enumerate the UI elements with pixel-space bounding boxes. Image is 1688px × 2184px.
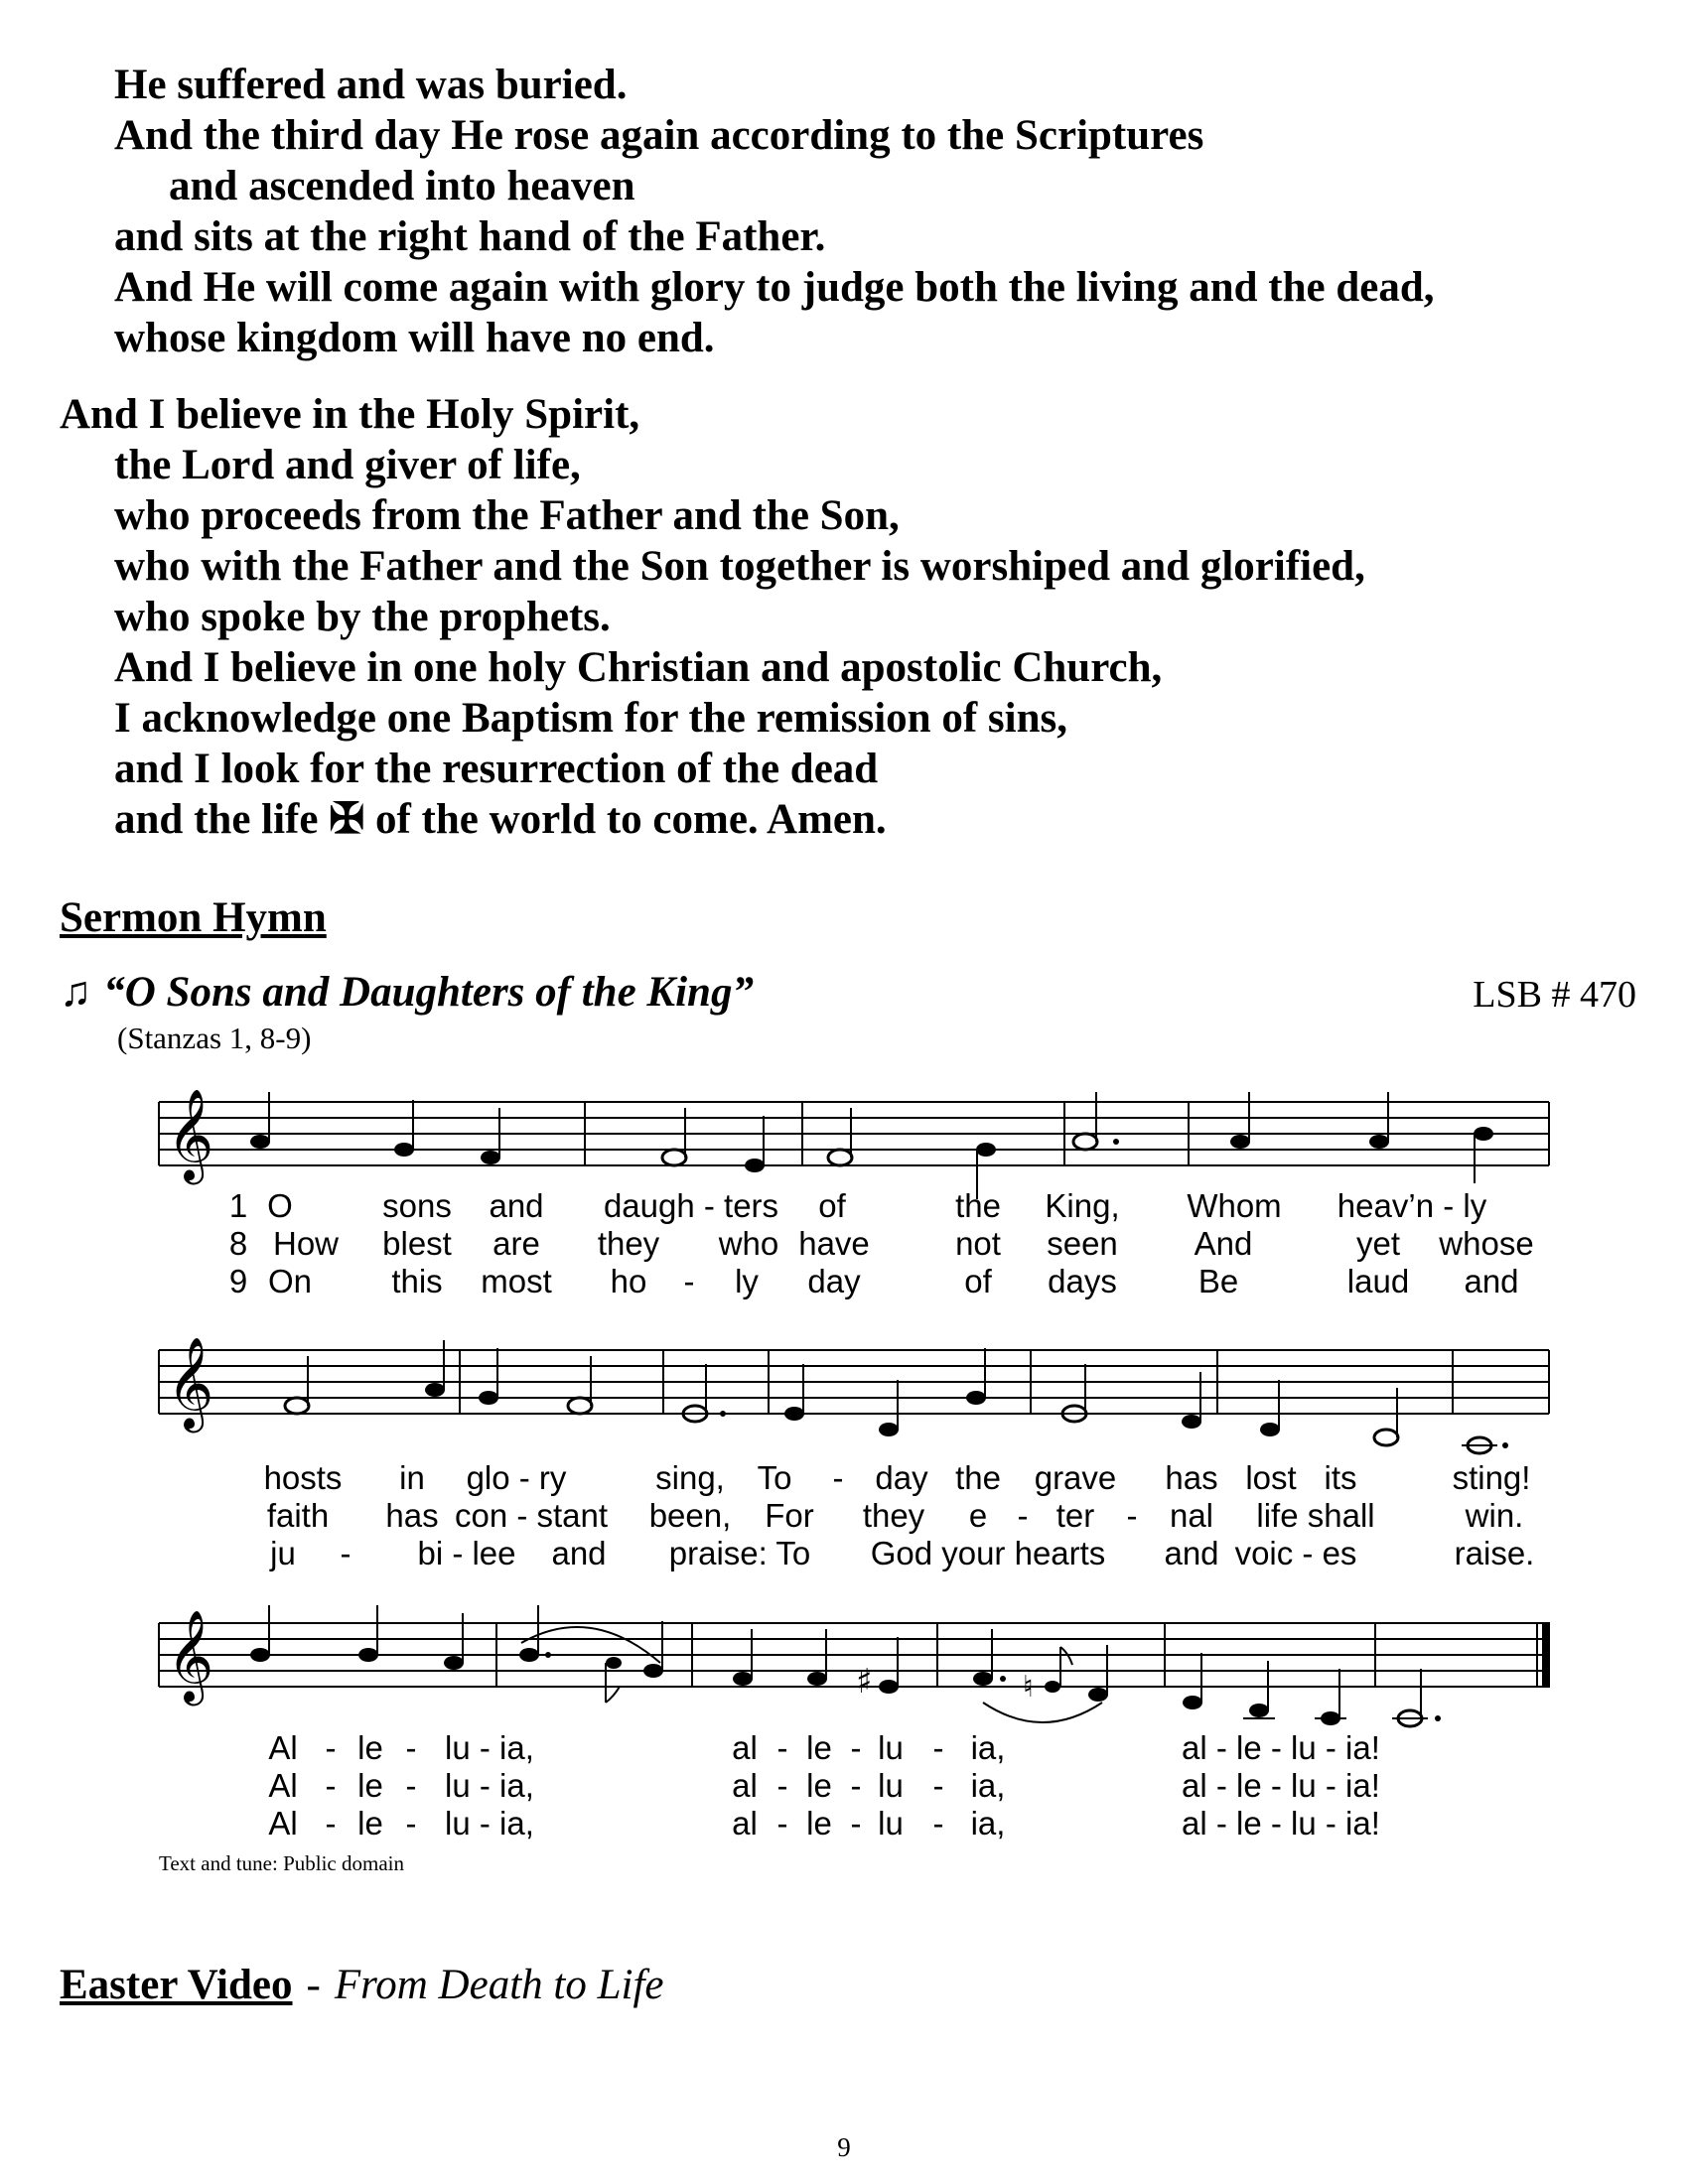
lyric-syllable: has	[1165, 1459, 1218, 1496]
lyric-syllable: blest	[382, 1225, 452, 1262]
lyric-syllable: its	[1324, 1459, 1357, 1496]
lyric-syllable: le	[806, 1767, 832, 1804]
lyric-syllable: of	[964, 1263, 992, 1299]
lyric-syllable: the	[955, 1459, 1001, 1496]
creed-line: and sits at the right hand of the Father.	[114, 213, 826, 260]
lyric-syllable: -	[325, 1729, 337, 1766]
lyric-syllable: al	[732, 1805, 758, 1842]
lyric-syllable: Al	[268, 1729, 298, 1766]
hymn-credit: Text and tune: Public domain	[159, 1851, 404, 1875]
lyric-syllable: lu	[878, 1767, 904, 1804]
lyric-syllable: ju	[270, 1535, 296, 1571]
lyric-syllable: who	[718, 1225, 779, 1262]
lyric-syllable: daugh - ters	[603, 1187, 779, 1224]
lyric-syllable: -	[776, 1767, 788, 1804]
lyric-syllable: -	[832, 1459, 844, 1496]
lyric-syllable: -	[776, 1729, 788, 1766]
lyric-syllable: life shall	[1256, 1497, 1375, 1534]
creed-line: and the life ✠ of the world to come. Amen.	[114, 796, 887, 843]
creed-line: who with the Father and the Son together is worshiped and glorified,	[114, 543, 1365, 590]
lyric-syllable: lu - ia,	[445, 1805, 534, 1842]
creed-line: whose kingdom will have no end.	[114, 315, 715, 361]
lyric-syllable: con - stant	[454, 1497, 609, 1534]
lyric-line	[0, 1805, 1688, 1844]
lyric-syllable: Be	[1197, 1263, 1239, 1299]
lyric-syllable: and	[551, 1535, 607, 1571]
lyric-syllable: laud	[1346, 1263, 1410, 1299]
lyric-syllable: al - le - lu - ia!	[1182, 1729, 1380, 1766]
lyric-syllable: -	[932, 1767, 944, 1804]
lyric-syllable: le	[357, 1805, 383, 1842]
lyric-syllable: ter	[1055, 1497, 1095, 1534]
lyric-syllable: Whom	[1187, 1187, 1282, 1224]
music-staff-2	[0, 1291, 1688, 1479]
lyric-syllable: sting!	[1452, 1459, 1531, 1496]
lyric-syllable: -	[850, 1729, 862, 1766]
hymn-title	[60, 968, 754, 1017]
lyric-syllable: -	[405, 1767, 417, 1804]
creed-line: He suffered and was buried.	[114, 62, 628, 108]
lyric-syllable: not	[955, 1225, 1001, 1262]
lyric-syllable: most	[481, 1263, 552, 1299]
lyric-syllable: day	[875, 1459, 928, 1496]
lyric-syllable: have	[798, 1225, 870, 1262]
svg-text:♮: ♮	[1023, 1670, 1034, 1705]
lyric-syllable: faith	[266, 1497, 330, 1534]
lyric-syllable: le	[806, 1729, 832, 1766]
lyric-syllable: the	[955, 1187, 1001, 1224]
lyric-syllable: yet	[1355, 1225, 1401, 1262]
lyric-syllable: bi - lee	[417, 1535, 516, 1571]
lyric-syllable: hosts	[263, 1459, 343, 1496]
lyric-syllable: ho	[610, 1263, 647, 1299]
creed-line: I acknowledge one Baptism for the remission of sins,	[114, 695, 1067, 742]
lyric-syllable: win.	[1465, 1497, 1524, 1534]
lyric-syllable: To	[757, 1459, 792, 1496]
lyric-line	[0, 1767, 1688, 1807]
lyric-syllable: e	[968, 1497, 988, 1534]
hymn-title-text: “O Sons and Daughters of the King”	[103, 969, 754, 1016]
lyric-syllable: they	[862, 1497, 925, 1534]
hymn-number: LSB # 470	[1473, 974, 1636, 1016]
lyric-syllable: are	[492, 1225, 540, 1262]
lyric-syllable: nal	[1169, 1497, 1214, 1534]
lyric-syllable: -	[1126, 1497, 1138, 1534]
lyric-syllable: sing,	[655, 1459, 725, 1496]
lyric-syllable: King,	[1045, 1187, 1120, 1224]
lyric-syllable: voic - es	[1234, 1535, 1357, 1571]
lyric-syllable: and	[489, 1187, 544, 1224]
lyric-syllable: lu - ia,	[445, 1767, 534, 1804]
lyric-syllable: this	[391, 1263, 443, 1299]
lyric-syllable: al - le - lu - ia!	[1182, 1805, 1380, 1842]
lyric-syllable: 8	[228, 1225, 248, 1262]
lyric-syllable: -	[405, 1805, 417, 1842]
lyric-syllable: Al	[268, 1805, 298, 1842]
lyric-syllable: And	[1194, 1225, 1253, 1262]
creed-line: And I believe in one holy Christian and apostolic Church,	[114, 644, 1163, 691]
lyric-line	[0, 1729, 1688, 1769]
creed-line: who spoke by the prophets.	[114, 594, 611, 640]
lyric-syllable: -	[932, 1729, 944, 1766]
lyric-syllable: lost	[1245, 1459, 1297, 1496]
lyric-syllable: le	[806, 1805, 832, 1842]
sermon-hymn-heading: Sermon Hymn	[60, 894, 327, 941]
lyric-syllable: -	[683, 1263, 695, 1299]
lyric-syllable: -	[850, 1805, 862, 1842]
creed-line: the Lord and giver of life,	[114, 442, 581, 488]
lyric-syllable: praise: To	[668, 1535, 811, 1571]
lyric-syllable: has	[385, 1497, 439, 1534]
creed-line: and ascended into heaven	[169, 163, 635, 209]
lyric-syllable: O	[267, 1187, 293, 1224]
lyric-syllable: 1	[228, 1187, 248, 1224]
lyric-syllable: glo - ry	[466, 1459, 567, 1496]
lyric-syllable: le	[357, 1729, 383, 1766]
lyric-syllable: al - le - lu - ia!	[1182, 1767, 1380, 1804]
easter-video-title: From Death to Life	[334, 1962, 664, 2008]
lyric-syllable: -	[405, 1729, 417, 1766]
lyric-syllable: le	[357, 1767, 383, 1804]
lyric-syllable: raise.	[1454, 1535, 1535, 1571]
creed-line: who proceeds from the Father and the Son,	[114, 492, 900, 539]
lyric-syllable: -	[1017, 1497, 1029, 1534]
lyric-syllable: they	[597, 1225, 660, 1262]
svg-text:𝄞: 𝄞	[167, 1609, 214, 1702]
lyric-syllable: and	[1164, 1535, 1219, 1571]
lyric-syllable: ia,	[970, 1805, 1006, 1842]
lyric-syllable: lu	[878, 1729, 904, 1766]
lyric-syllable: 9	[228, 1263, 248, 1299]
separator: -	[306, 1962, 321, 2008]
creed-line: and I look for the resurrection of the dead	[114, 746, 879, 792]
lyric-syllable: and	[1464, 1263, 1519, 1299]
page-number: 9	[837, 2132, 851, 2162]
lyric-syllable: been,	[648, 1497, 732, 1534]
lyric-syllable: Al	[268, 1767, 298, 1804]
lyric-syllable: How	[272, 1225, 340, 1262]
lyric-syllable: of	[818, 1187, 846, 1224]
lyric-syllable: God your hearts	[870, 1535, 1106, 1571]
creed-line: And He will come again with glory to judge both the living and the dead,	[114, 264, 1435, 311]
lyric-syllable: -	[340, 1535, 352, 1571]
lyric-syllable: whose	[1439, 1225, 1534, 1262]
easter-video-heading: Easter Video	[60, 1962, 293, 2008]
lyric-syllable: -	[325, 1767, 337, 1804]
lyric-syllable: For	[765, 1497, 814, 1534]
hymn-stanzas: (Stanzas 1, 8-9)	[117, 1021, 312, 1055]
lyric-syllable: -	[776, 1805, 788, 1842]
svg-text:𝄞: 𝄞	[167, 1088, 214, 1180]
svg-text:♯: ♯	[856, 1662, 873, 1702]
lyric-syllable: lu - ia,	[445, 1729, 534, 1766]
lyric-syllable: ia,	[970, 1729, 1006, 1766]
music-note-icon: ♫	[60, 969, 92, 1016]
lyric-syllable: al	[732, 1767, 758, 1804]
lyric-syllable: sons	[382, 1187, 452, 1224]
creed-line: And the third day He rose again according to the Scriptures	[114, 112, 1204, 159]
lyric-syllable: -	[850, 1767, 862, 1804]
lyric-syllable: ly	[735, 1263, 759, 1299]
lyric-syllable: seen	[1047, 1225, 1118, 1262]
music-staff-3	[0, 1564, 1688, 1752]
lyric-syllable: lu	[878, 1805, 904, 1842]
creed-line: And I believe in the Holy Spirit,	[60, 391, 640, 438]
lyric-syllable: heav’n - ly	[1336, 1187, 1487, 1224]
lyric-syllable: al	[732, 1729, 758, 1766]
lyric-syllable: days	[1048, 1263, 1117, 1299]
lyric-syllable: On	[267, 1263, 313, 1299]
svg-text:𝄞: 𝄞	[167, 1336, 214, 1429]
lyric-syllable: -	[325, 1805, 337, 1842]
lyric-syllable: day	[807, 1263, 861, 1299]
lyric-syllable: ia,	[970, 1767, 1006, 1804]
easter-video-line	[60, 1961, 663, 2009]
lyric-syllable: grave	[1034, 1459, 1117, 1496]
lyric-syllable: in	[399, 1459, 425, 1496]
lyric-syllable: -	[932, 1805, 944, 1842]
